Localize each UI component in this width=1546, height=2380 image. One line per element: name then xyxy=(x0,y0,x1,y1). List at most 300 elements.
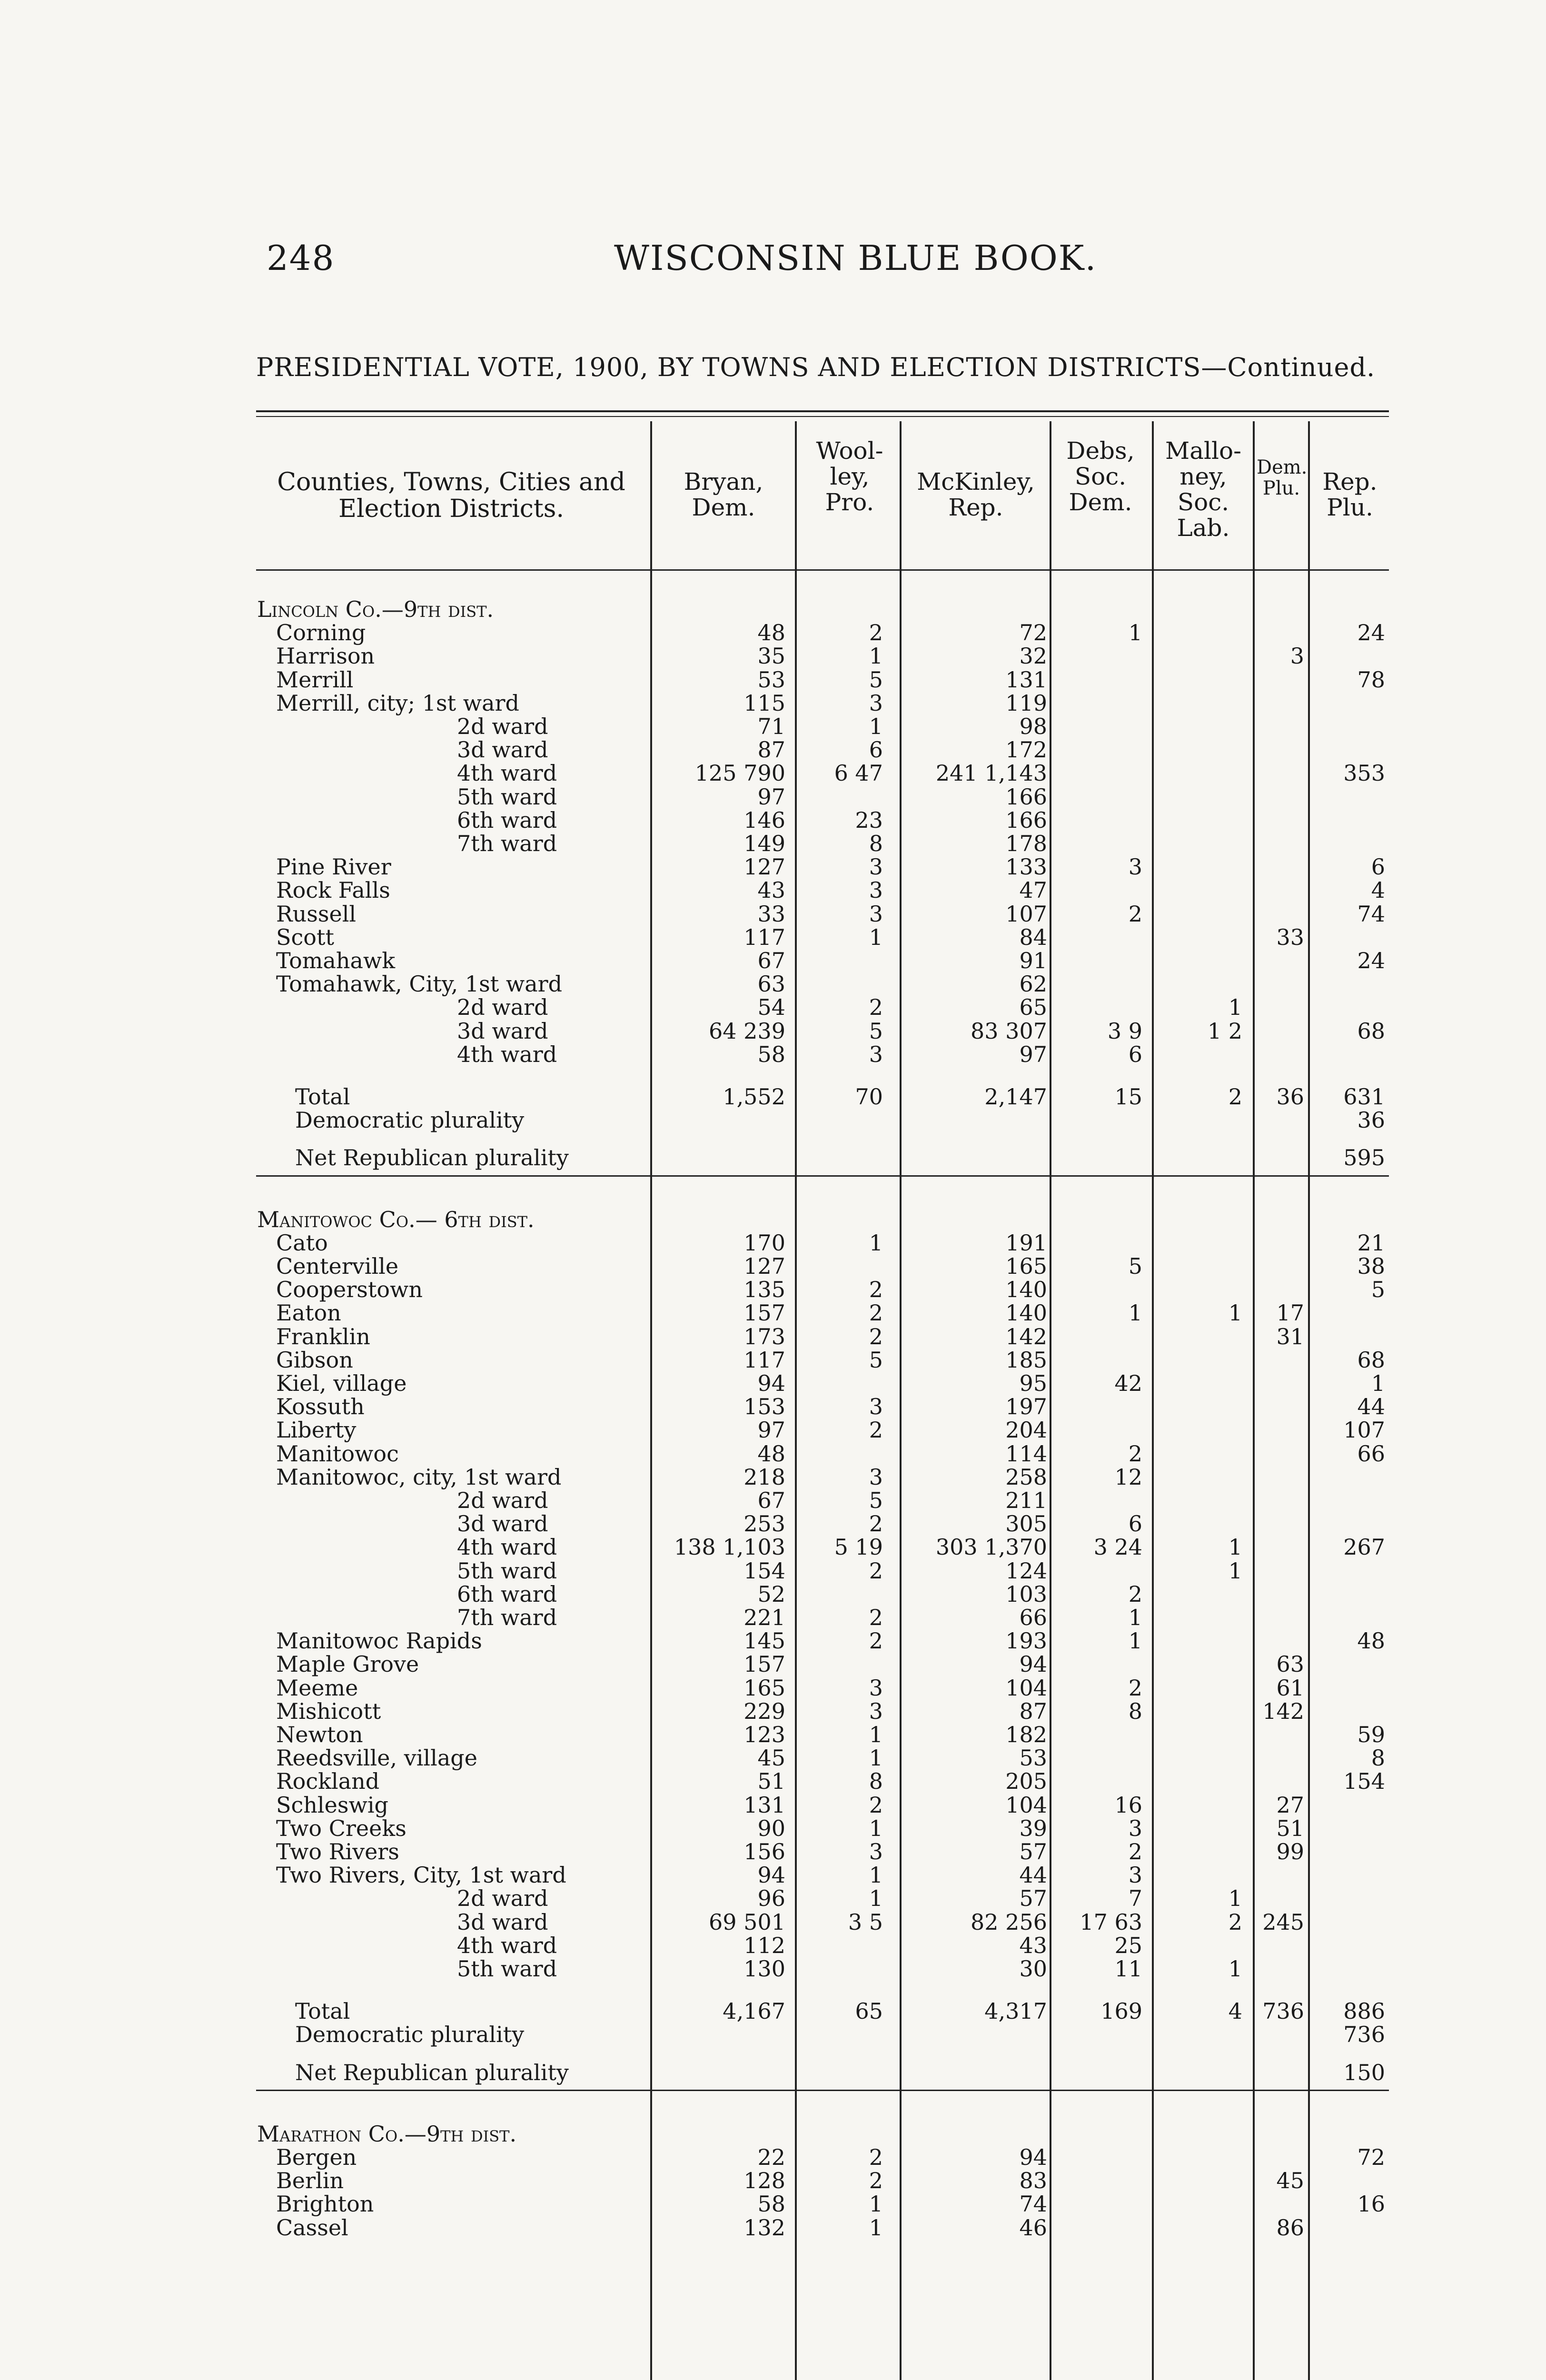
cell: 57 xyxy=(1019,1839,1047,1864)
row-label: Mishicott xyxy=(276,1698,381,1724)
cell: 125 790 xyxy=(694,760,785,786)
cell: 5 xyxy=(869,1018,883,1044)
row-label: 2d ward xyxy=(457,714,548,739)
cell: 97 xyxy=(757,1417,785,1443)
cell: 48 xyxy=(1357,1628,1385,1654)
cell: 30 xyxy=(1019,1956,1047,1982)
row-label: 3d ward xyxy=(457,1018,548,1044)
cell: 11 xyxy=(1114,1956,1142,1982)
row-label: Merrill xyxy=(276,666,354,693)
cell: 135 xyxy=(743,1277,785,1303)
table-row xyxy=(0,972,1546,996)
cell: 140 xyxy=(1005,1300,1047,1326)
cell: 138 1,103 xyxy=(674,1534,785,1560)
cell: 1 xyxy=(869,2214,883,2241)
cell: 204 xyxy=(1005,1417,1047,1443)
table-row xyxy=(0,761,1546,785)
cell: 3 xyxy=(869,690,883,716)
col-head-dem-plu: Dem. Plu. xyxy=(1257,456,1308,499)
cell: 2 xyxy=(869,1605,883,1630)
cell: 146 xyxy=(743,807,785,833)
row-label: Lincoln Co.—9th dist. xyxy=(257,596,494,622)
cell: 65 xyxy=(1019,994,1047,1021)
col-head-debs: Debs, Soc. Dem. xyxy=(1066,437,1135,516)
cell: 170 xyxy=(743,1230,785,1256)
cell: 241 1,143 xyxy=(935,760,1047,786)
row-label: Gibson xyxy=(276,1347,353,1373)
table-row xyxy=(0,902,1546,926)
table-row xyxy=(0,855,1546,879)
cell: 96 xyxy=(757,1885,785,1912)
cell: 2 xyxy=(869,2168,883,2194)
table-row xyxy=(0,1999,1546,2023)
cell: 166 xyxy=(1005,783,1047,810)
cell: 24 xyxy=(1357,620,1385,646)
cell: 107 xyxy=(1005,901,1047,927)
row-label: 7th ward xyxy=(457,831,557,856)
row-label: Scott xyxy=(276,924,334,950)
table-row xyxy=(0,1042,1546,1066)
row-label: Liberty xyxy=(276,1417,357,1443)
cell: 32 xyxy=(1019,643,1047,669)
table-row xyxy=(0,995,1546,1019)
header-bottom-rule xyxy=(256,569,1389,571)
cell: 66 xyxy=(1019,1605,1047,1630)
cell: 42 xyxy=(1114,1370,1142,1396)
table-row xyxy=(0,1108,1546,1132)
cell: 38 xyxy=(1357,1253,1385,1279)
table-row xyxy=(0,1146,1546,1170)
cell: 43 xyxy=(757,877,785,903)
cell: 221 xyxy=(743,1605,785,1630)
table-row xyxy=(0,1863,1546,1887)
cell: 5 xyxy=(869,666,883,693)
row-label: Democratic plurality xyxy=(295,2022,525,2048)
cell: 4 xyxy=(1228,1998,1242,2024)
cell: 205 xyxy=(1005,1768,1047,1795)
table-row xyxy=(0,1910,1546,1934)
cell: 3 xyxy=(869,1839,883,1864)
cell: 27 xyxy=(1276,1792,1304,1818)
cell: 1 xyxy=(1228,1534,1242,1560)
row-label: Maple Grove xyxy=(276,1651,419,1677)
row-label: Harrison xyxy=(276,643,375,669)
cell: 90 xyxy=(757,1815,785,1841)
cell: 69 501 xyxy=(709,1909,785,1935)
table-row xyxy=(0,644,1546,668)
row-label: Total xyxy=(295,1084,350,1110)
cell: 127 xyxy=(743,1253,785,1279)
cell: 1 xyxy=(869,924,883,950)
cell: 2 xyxy=(1128,1440,1142,1467)
cell: 736 xyxy=(1262,1998,1304,2024)
cell: 1 xyxy=(869,1745,883,1771)
cell: 1 xyxy=(1371,1370,1385,1396)
cell: 258 xyxy=(1005,1464,1047,1490)
cell: 8 xyxy=(869,1768,883,1795)
cell: 631 xyxy=(1343,1084,1385,1110)
cell: 87 xyxy=(1019,1698,1047,1724)
cell: 51 xyxy=(1276,1815,1304,1841)
cell: 2 xyxy=(869,1323,883,1349)
cell: 142 xyxy=(1005,1323,1047,1349)
cell: 128 xyxy=(743,2168,785,2194)
row-label: Manitowoc Rapids xyxy=(276,1628,482,1654)
cell: 4,317 xyxy=(984,1998,1047,2024)
cell: 117 xyxy=(743,924,785,950)
table-row xyxy=(0,738,1546,762)
row-label: Kossuth xyxy=(276,1394,365,1420)
cell: 1 xyxy=(869,1722,883,1747)
table-row xyxy=(0,1582,1546,1606)
cell: 24 xyxy=(1357,948,1385,973)
cell: 1 2 xyxy=(1207,1018,1242,1044)
cell: 1 xyxy=(869,714,883,739)
cell: 3 xyxy=(869,877,883,903)
cell: 1 xyxy=(1128,1300,1142,1326)
cell: 2 xyxy=(1228,1909,1242,1935)
cell: 117 xyxy=(743,1347,785,1373)
row-label: Net Republican plurality xyxy=(295,1145,569,1171)
cell: 169 xyxy=(1100,1998,1142,2024)
cell: 191 xyxy=(1005,1230,1047,1256)
table-row xyxy=(0,925,1546,949)
col-head-mckinley: McKinley, Rep. xyxy=(917,468,1035,521)
cell: 36 xyxy=(1357,1107,1385,1133)
cell: 53 xyxy=(1019,1745,1047,1771)
cell: 74 xyxy=(1019,2191,1047,2217)
row-label: Cato xyxy=(276,1230,328,1256)
row-label: Kiel, village xyxy=(276,1370,407,1396)
cell: 71 xyxy=(757,714,785,739)
cell: 94 xyxy=(757,1370,785,1396)
cell: 1 xyxy=(1228,994,1242,1021)
table-row xyxy=(0,1793,1546,1817)
county-heading-row xyxy=(0,1208,1546,1231)
cell: 3 xyxy=(1290,643,1304,669)
row-label: Tomahawk, City, 1st ward xyxy=(276,971,563,997)
cell: 25 xyxy=(1114,1932,1142,1958)
cell: 211 xyxy=(1005,1488,1047,1513)
table-row xyxy=(0,1488,1546,1512)
cell: 51 xyxy=(757,1768,785,1795)
cell: 131 xyxy=(743,1792,785,1818)
row-label: Marathon Co.—9th dist. xyxy=(257,2121,517,2147)
table-row xyxy=(0,1254,1546,1278)
cell: 130 xyxy=(743,1956,785,1982)
cell: 2 xyxy=(869,620,883,646)
cell: 68 xyxy=(1357,1018,1385,1044)
cell: 57 xyxy=(1019,1885,1047,1912)
cell: 31 xyxy=(1276,1323,1304,1349)
row-label: Russell xyxy=(276,901,357,927)
row-label: Merrill, city; 1st ward xyxy=(276,690,519,716)
row-label: Brighton xyxy=(276,2191,374,2217)
cell: 67 xyxy=(757,1488,785,1513)
cell: 94 xyxy=(1019,1651,1047,1677)
row-label: Cooperstown xyxy=(276,1277,423,1303)
table-row xyxy=(0,1957,1546,1981)
cell: 173 xyxy=(743,1323,785,1349)
cell: 156 xyxy=(743,1839,785,1864)
cell: 86 xyxy=(1276,2214,1304,2241)
cell: 3 xyxy=(869,1041,883,1067)
table-row xyxy=(0,1606,1546,1629)
cell: 1 xyxy=(869,2191,883,2217)
cell: 149 xyxy=(743,831,785,856)
cell: 107 xyxy=(1343,1417,1385,1443)
row-label: Democratic plurality xyxy=(295,1107,525,1133)
cell: 3 xyxy=(869,854,883,880)
cell: 166 xyxy=(1005,807,1047,833)
cell: 104 xyxy=(1005,1675,1047,1701)
section-rule xyxy=(256,1175,1389,1177)
cell: 114 xyxy=(1005,1440,1047,1467)
cell: 1 xyxy=(1128,620,1142,646)
table-row xyxy=(0,949,1546,972)
cell: 95 xyxy=(1019,1370,1047,1396)
cell: 119 xyxy=(1005,690,1047,716)
cell: 4,167 xyxy=(723,1998,785,2024)
cell: 44 xyxy=(1357,1394,1385,1420)
cell: 886 xyxy=(1343,1998,1385,2024)
cell: 58 xyxy=(757,2191,785,2217)
cell: 127 xyxy=(743,854,785,880)
cell: 35 xyxy=(757,643,785,669)
row-label: 3d ward xyxy=(457,1909,548,1935)
cell: 1 xyxy=(1228,1300,1242,1326)
cell: 3 xyxy=(869,1698,883,1724)
row-label: 2d ward xyxy=(457,1488,548,1513)
row-label: Schleswig xyxy=(276,1792,388,1818)
row-label: Two Rivers, City, 1st ward xyxy=(276,1862,566,1888)
cell: 104 xyxy=(1005,1792,1047,1818)
table-row xyxy=(0,1465,1546,1489)
cell: 229 xyxy=(743,1698,785,1724)
cell: 2 xyxy=(869,1511,883,1537)
cell: 5 xyxy=(869,1488,883,1513)
table-row xyxy=(0,1371,1546,1395)
cell: 157 xyxy=(743,1651,785,1677)
cell: 82 256 xyxy=(971,1909,1047,1935)
cell: 185 xyxy=(1005,1347,1047,1373)
row-label: Two Rivers xyxy=(276,1839,399,1864)
table-row xyxy=(0,1652,1546,1676)
page-number: 248 xyxy=(267,238,335,278)
table-row xyxy=(0,1629,1546,1653)
table-row xyxy=(0,1301,1546,1325)
cell: 17 xyxy=(1276,1300,1304,1326)
row-label: Franklin xyxy=(276,1323,370,1349)
cell: 3 xyxy=(869,1394,883,1420)
cell: 124 xyxy=(1005,1557,1047,1584)
table-row xyxy=(0,1418,1546,1442)
cell: 6 xyxy=(869,737,883,763)
cell: 3 xyxy=(869,1464,883,1490)
row-label: Centerville xyxy=(276,1253,399,1279)
row-label: 7th ward xyxy=(457,1605,557,1630)
cell: 1 xyxy=(869,1885,883,1912)
cell: 150 xyxy=(1343,2059,1385,2085)
cell: 3 xyxy=(1128,1815,1142,1841)
row-label: Rockland xyxy=(276,1768,380,1795)
cell: 39 xyxy=(1019,1815,1047,1841)
cell: 245 xyxy=(1262,1909,1304,1935)
cell: 140 xyxy=(1005,1277,1047,1303)
table-row xyxy=(0,2061,1546,2084)
county-heading-row xyxy=(0,597,1546,621)
row-label: Rock Falls xyxy=(276,877,390,903)
cell: 8 xyxy=(1128,1698,1142,1724)
row-label: Bergen xyxy=(276,2144,357,2170)
table-row xyxy=(0,1348,1546,1372)
table-row xyxy=(0,691,1546,715)
cell: 91 xyxy=(1019,948,1047,973)
table-row xyxy=(0,1676,1546,1700)
cell: 115 xyxy=(743,690,785,716)
row-label: Two Creeks xyxy=(276,1815,406,1841)
table-row xyxy=(0,1512,1546,1536)
cell: 1 xyxy=(869,1815,883,1841)
cell: 267 xyxy=(1343,1534,1385,1560)
cell: 157 xyxy=(743,1300,785,1326)
cell: 4 xyxy=(1371,877,1385,903)
section-rule xyxy=(256,2090,1389,2091)
cell: 62 xyxy=(1019,971,1047,997)
row-label: Cassel xyxy=(276,2214,348,2241)
row-label: 4th ward xyxy=(457,1041,557,1067)
table-row xyxy=(0,1746,1546,1770)
cell: 97 xyxy=(1019,1041,1047,1067)
cell: 53 xyxy=(757,666,785,693)
row-label: Tomahawk xyxy=(276,948,396,973)
cell: 123 xyxy=(743,1722,785,1747)
cell: 3 24 xyxy=(1093,1534,1142,1560)
row-label: Newton xyxy=(276,1722,363,1747)
row-label: 5th ward xyxy=(457,1956,557,1982)
table-row xyxy=(0,1325,1546,1349)
cell: 63 xyxy=(1276,1651,1304,1677)
cell: 2 xyxy=(1128,1839,1142,1864)
cell: 2,147 xyxy=(984,1084,1047,1110)
cell: 2 xyxy=(1128,901,1142,927)
row-label: Pine River xyxy=(276,854,391,880)
cell: 2 xyxy=(869,1300,883,1326)
row-label: 2d ward xyxy=(457,994,548,1021)
table-row xyxy=(0,2145,1546,2169)
cell: 103 xyxy=(1005,1581,1047,1607)
row-label: Meeme xyxy=(276,1675,358,1701)
table-row xyxy=(0,878,1546,902)
cell: 353 xyxy=(1343,760,1385,786)
cell: 72 xyxy=(1019,620,1047,646)
row-label: 5th ward xyxy=(457,1557,557,1584)
cell: 1 xyxy=(1128,1628,1142,1654)
cell: 44 xyxy=(1019,1862,1047,1888)
col-head-bryan: Bryan, Dem. xyxy=(684,468,763,521)
cell: 8 xyxy=(869,831,883,856)
cell: 3 xyxy=(869,901,883,927)
row-label: Manitowoc, city, 1st ward xyxy=(276,1464,562,1490)
cell: 6 xyxy=(1128,1041,1142,1067)
table-row xyxy=(0,1535,1546,1559)
row-label: Manitowoc Co.— 6th dist. xyxy=(257,1206,535,1232)
table-row xyxy=(0,1699,1546,1723)
cell: 5 xyxy=(1128,1253,1142,1279)
cell: 172 xyxy=(1005,737,1047,763)
cell: 1 xyxy=(869,643,883,669)
cell: 154 xyxy=(1343,1768,1385,1795)
cell: 6 xyxy=(1371,854,1385,880)
table-row xyxy=(0,1278,1546,1301)
cell: 21 xyxy=(1357,1230,1385,1256)
row-label: Berlin xyxy=(276,2168,344,2194)
cell: 74 xyxy=(1357,901,1385,927)
cell: 3 9 xyxy=(1107,1018,1142,1044)
cell: 33 xyxy=(757,901,785,927)
table-row xyxy=(0,1395,1546,1418)
cell: 54 xyxy=(757,994,785,1021)
row-label: Manitowoc xyxy=(276,1440,399,1467)
table-row xyxy=(0,1769,1546,1793)
row-label: 6th ward xyxy=(457,1581,557,1607)
table-row xyxy=(0,1934,1546,1957)
table-row xyxy=(0,2023,1546,2046)
table-row xyxy=(0,1886,1546,1910)
cell: 97 xyxy=(757,783,785,810)
cell: 87 xyxy=(757,737,785,763)
cell: 6 xyxy=(1128,1511,1142,1537)
table-row xyxy=(0,1085,1546,1109)
cell: 47 xyxy=(1019,877,1047,903)
cell: 1 xyxy=(1128,1605,1142,1630)
cell: 22 xyxy=(757,2144,785,2170)
cell: 303 1,370 xyxy=(935,1534,1047,1560)
cell: 2 xyxy=(869,2144,883,2170)
cell: 112 xyxy=(743,1932,785,1958)
table-row xyxy=(0,2216,1546,2240)
table-row xyxy=(0,2169,1546,2192)
row-label: 4th ward xyxy=(457,1932,557,1958)
cell: 61 xyxy=(1276,1675,1304,1701)
cell: 132 xyxy=(743,2214,785,2241)
cell: 99 xyxy=(1276,1839,1304,1864)
cell: 78 xyxy=(1357,666,1385,693)
cell: 218 xyxy=(743,1464,785,1490)
cell: 12 xyxy=(1114,1464,1142,1490)
row-label: 3d ward xyxy=(457,1511,548,1537)
cell: 23 xyxy=(855,807,883,833)
cell: 68 xyxy=(1357,1347,1385,1373)
cell: 165 xyxy=(1005,1253,1047,1279)
cell: 133 xyxy=(1005,854,1047,880)
cell: 165 xyxy=(743,1675,785,1701)
cell: 3 5 xyxy=(848,1909,883,1935)
row-label: 4th ward xyxy=(457,760,557,786)
cell: 5 xyxy=(869,1347,883,1373)
cell: 2 xyxy=(869,994,883,1021)
cell: 70 xyxy=(855,1084,883,1110)
table-row xyxy=(0,1442,1546,1466)
cell: 98 xyxy=(1019,714,1047,739)
table-row xyxy=(0,621,1546,645)
cell: 1 xyxy=(1228,1956,1242,1982)
cell: 2 xyxy=(869,1417,883,1443)
cell: 36 xyxy=(1276,1084,1304,1110)
row-label: 4th ward xyxy=(457,1534,557,1560)
cell: 1 xyxy=(1228,1557,1242,1584)
table-row xyxy=(0,1019,1546,1043)
